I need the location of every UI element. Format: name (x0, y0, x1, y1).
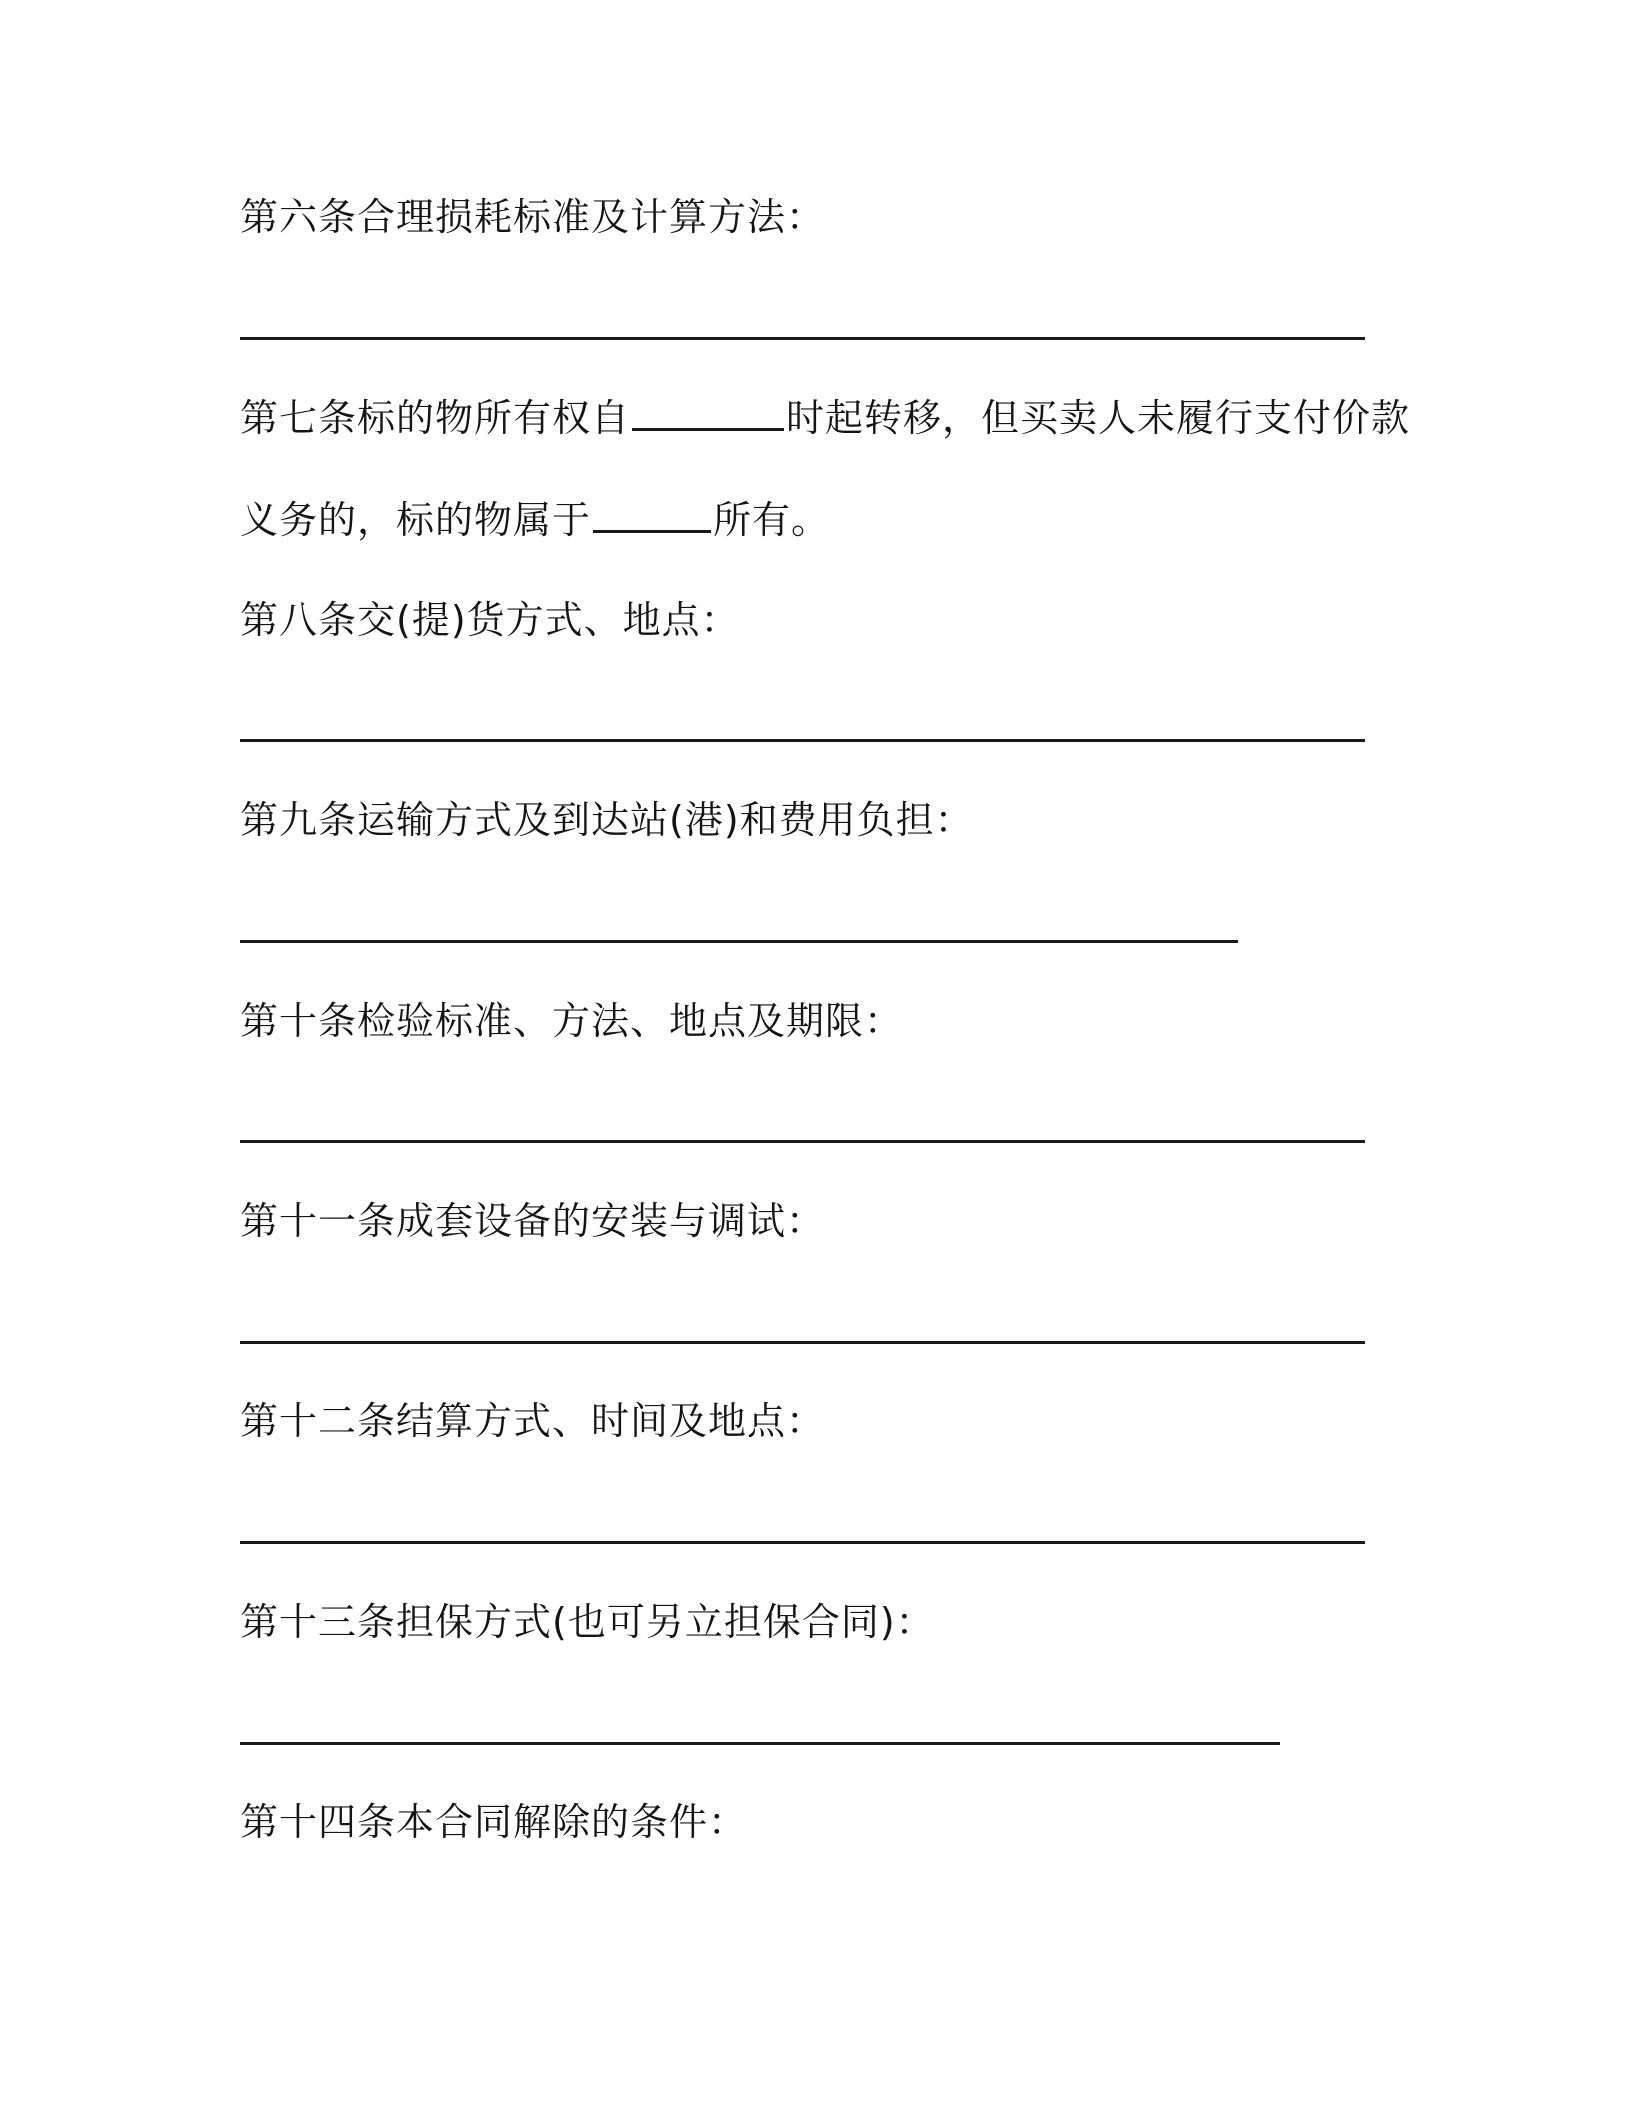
article-13-heading: 第十三条担保方式(也可另立担保合同)： (240, 1600, 935, 1644)
article-10-heading: 第十条检验标准、方法、地点及期限： (240, 999, 904, 1043)
article-7-blank-owner (593, 494, 711, 533)
article-7-text-c: 义务的，标的物属于 (240, 498, 592, 542)
article-14-heading: 第十四条本合同解除的条件： (240, 1800, 748, 1844)
article-9-heading: 第九条运输方式及到达站(港)和费用负担： (240, 798, 974, 842)
article-8-fill-line (240, 739, 1365, 742)
article-12-heading: 第十二条结算方式、时间及地点： (240, 1399, 826, 1443)
article-13-fill-line (240, 1742, 1280, 1745)
article-7-line-2 (240, 494, 830, 545)
article-8-heading: 第八条交(提)货方式、地点： (240, 598, 740, 642)
article-7-blank-time (632, 392, 784, 431)
article-11-fill-line (240, 1341, 1365, 1344)
article-11-heading: 第十一条成套设备的安装与调试： (240, 1199, 826, 1243)
article-10-fill-line (240, 1140, 1365, 1143)
article-7-text-d: 所有。 (713, 498, 831, 542)
article-7-line-1 (240, 392, 1410, 443)
article-9-fill-line (240, 940, 1238, 943)
article-7-text-a: 第七条标的物所有权自 (240, 396, 631, 440)
article-12-fill-line (240, 1541, 1365, 1544)
article-6-fill-line (240, 337, 1365, 340)
article-6-heading: 第六条合理损耗标准及计算方法： (240, 195, 826, 239)
article-7-text-b: 时起转移，但买卖人未履行支付价款 (786, 396, 1411, 440)
